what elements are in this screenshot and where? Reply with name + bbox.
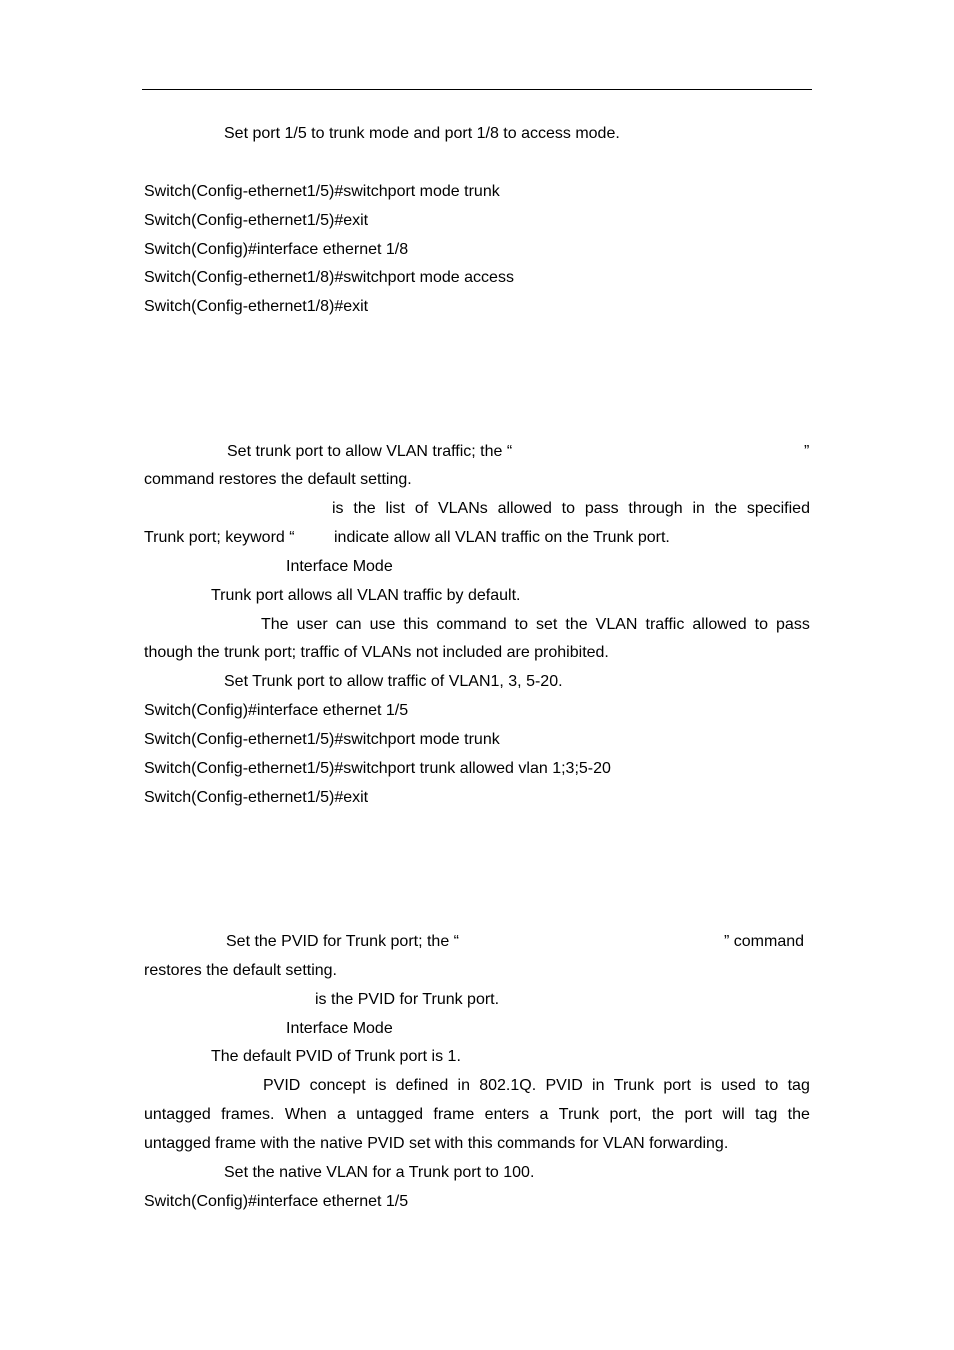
command-line: Switch(Config)#interface ethernet 1/5	[144, 1193, 409, 1210]
command-line: Switch(Config-ethernet1/5)#exit	[144, 789, 369, 806]
command-line: Switch(Config-ethernet1/5)#switchport trunk allowed vlan 1;3;5-20	[144, 760, 611, 777]
function-quote-close: ”	[804, 443, 810, 460]
header-rule	[142, 89, 812, 90]
command-line: Switch(Config-ethernet1/8)#switchport mode access	[144, 269, 514, 286]
usage-guide-cont: though the trunk port; traffic of VLANs not included are prohibited.	[144, 644, 609, 661]
command-line: Switch(Config-ethernet1/5)#switchport mode trunk	[144, 183, 500, 200]
command-line: Switch(Config)#interface ethernet 1/8	[144, 241, 409, 258]
parameter-description-cont: Trunk port; keyword “	[144, 529, 295, 546]
command-line: Switch(Config-ethernet1/8)#exit	[144, 298, 369, 315]
function-description-cont: command restores the default setting.	[144, 471, 412, 488]
example-description: Set Trunk port to allow traffic of VLAN1, 3, 5-20.	[224, 673, 563, 690]
command-mode: Interface Mode	[286, 1020, 393, 1037]
default-description: The default PVID of Trunk port is 1.	[211, 1048, 461, 1065]
parameter-description: is the PVID for Trunk port.	[315, 991, 500, 1008]
example-description: Set the native VLAN for a Trunk port to 100.	[224, 1164, 535, 1181]
usage-guide: The user can use this command to set the VLAN traffic allowed to pass	[261, 616, 810, 633]
function-description: Set the PVID for Trunk port; the “	[226, 933, 459, 950]
command-mode: Interface Mode	[286, 558, 393, 575]
usage-guide-cont: untagged frame with the native PVID set with this commands for VLAN forwarding.	[144, 1135, 729, 1152]
function-quote-close: ” command	[724, 933, 805, 950]
parameter-description-cont2: indicate allow all VLAN traffic on the Trunk port.	[334, 529, 670, 546]
function-description: Set trunk port to allow VLAN traffic; the “	[227, 443, 513, 460]
command-line: Switch(Config)#interface ethernet 1/5	[144, 702, 409, 719]
function-description-cont: restores the default setting.	[144, 962, 337, 979]
parameter-description: is the list of VLANs allowed to pass through in the specified	[332, 500, 810, 517]
default-description: Trunk port allows all VLAN traffic by default.	[211, 587, 521, 604]
usage-guide-cont: untagged frames. When a untagged frame enters a Trunk port, the port will tag the	[144, 1106, 810, 1123]
command-line: Switch(Config-ethernet1/5)#switchport mode trunk	[144, 731, 500, 748]
command-line: Switch(Config-ethernet1/5)#exit	[144, 212, 369, 229]
example-description: Set port 1/5 to trunk mode and port 1/8 to access mode.	[224, 125, 620, 142]
usage-guide: PVID concept is defined in 802.1Q. PVID in Trunk port is used to tag	[263, 1077, 810, 1094]
